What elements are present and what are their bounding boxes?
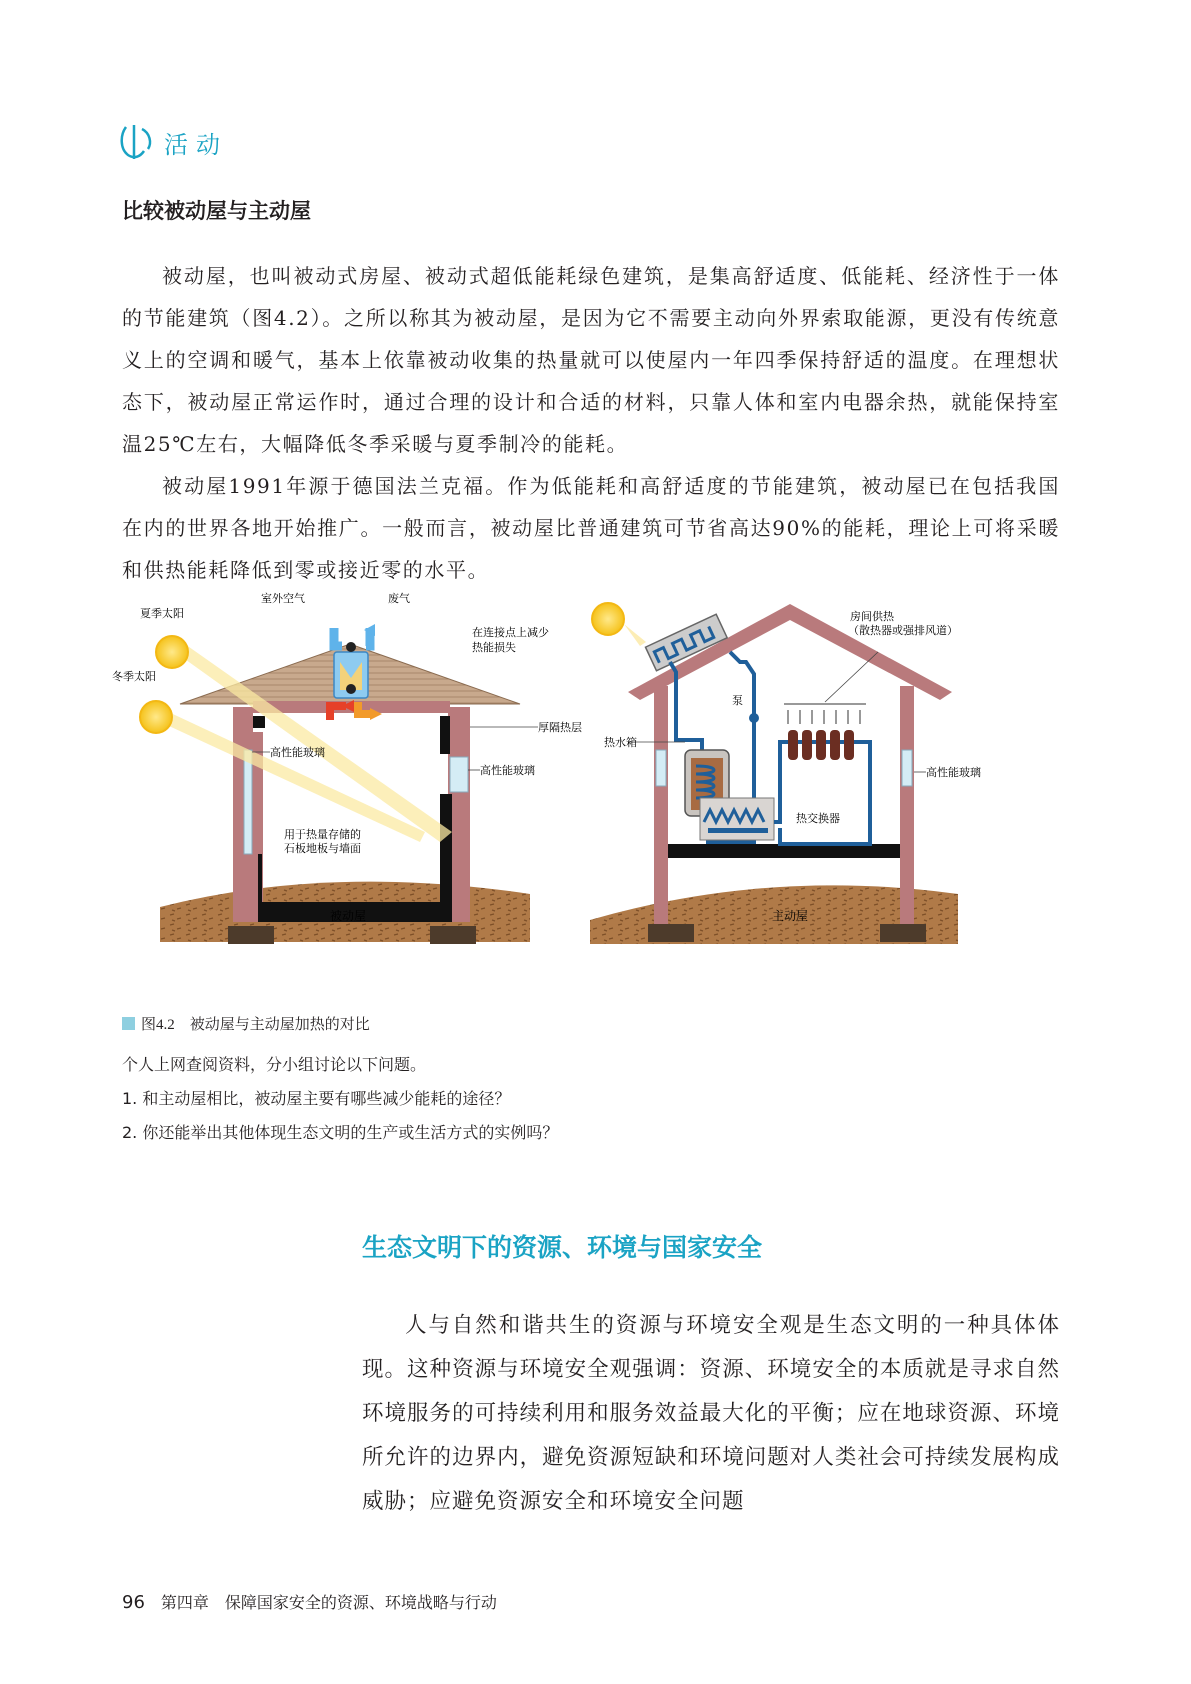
label-outdoor-air: 室外空气 xyxy=(261,593,305,605)
active-house-diagram xyxy=(590,603,981,944)
label-active-glass: 高性能玻璃 xyxy=(926,767,981,779)
label-joint-loss-2: 热能损失 xyxy=(472,642,516,654)
question-2: 2. 你还能举出其他体现生态文明的生产或生活方式的实例吗？ xyxy=(122,1123,559,1142)
page-number: 96 xyxy=(122,1592,145,1613)
label-summer-sun: 夏季太阳 xyxy=(140,608,184,620)
page-footer xyxy=(122,1590,497,1613)
caption-marker xyxy=(122,1017,135,1030)
figure-passive-vs-active-house xyxy=(112,593,1060,1012)
figure-caption xyxy=(122,1013,370,1034)
passive-left-glass xyxy=(244,750,252,854)
paragraph-1: 被动屋，也叫被动式房屋、被动式超低能耗绿色建筑，是集高舒适度、低能耗、经济性于一体的节能建筑（图4.2）。之所以称其为被动屋，是因为它不需要主动向外界索取能源，更没有传统意义上的空调和暖气，基本上依靠被动收集的热量就可以使屋内一年四季保持舒适的温度。在理想状态下，被动屋正常运作时，通过合理的设计和合适的材料，只靠人体和室内电器余热，就能保持室温25℃左右，大幅降低冬季采暖与夏季制冷的能耗。 xyxy=(122,264,1060,456)
label-winter-sun: 冬季太阳 xyxy=(112,671,156,683)
radiator xyxy=(784,704,866,760)
label-pump: 泵 xyxy=(732,695,743,707)
label-thick-insulation: 厚隔热层 xyxy=(538,722,582,734)
label-water-tank: 热水箱 xyxy=(604,737,637,749)
label-glass-right: 高性能玻璃 xyxy=(480,765,535,777)
label-storage-2: 石板地板与墙面 xyxy=(284,843,361,855)
label-room-heating-2: （散热器或强排风道） xyxy=(848,625,958,637)
winter-sun-icon xyxy=(140,701,172,733)
pump-icon xyxy=(749,713,759,723)
label-exhaust: 废气 xyxy=(388,593,410,605)
activity-label: 活动 xyxy=(164,130,228,159)
caption-passive: 被动屋 xyxy=(330,909,367,923)
passive-house-diagram xyxy=(112,591,582,944)
activity-subtitle: 比较被动屋与主动屋 xyxy=(122,198,311,223)
questions-intro: 个人上网查阅资料，分小组讨论以下问题。 xyxy=(122,1055,427,1074)
summer-sun-icon xyxy=(156,636,188,668)
passive-right-glass xyxy=(450,757,468,792)
question-1: 1. 和主动屋相比，被动屋主要有哪些减少能耗的途径？ xyxy=(122,1089,511,1108)
section-paragraph: 人与自然和谐共生的资源与环境安全观是生态文明的一种具体体现。这种资源与环境安全观强调：资源、环境安全的本质就是寻求自然环境服务的可持续利用和服务效益最大化的平衡；应在地球资源、环境所允许的边界内，避免资源短缺和环境问题对人类社会可持续发展构成威胁；应避免资源安全和环境安全问题 xyxy=(362,1313,1060,1514)
label-joint-loss-1: 在连接点上减少 xyxy=(472,627,549,639)
section-text xyxy=(362,1304,1060,1524)
label-room-heating-1: 房间供热 xyxy=(850,611,894,623)
active-glass xyxy=(902,750,912,786)
intro-text xyxy=(122,255,1060,591)
chapter-title: 第四章 保障国家安全的资源、环境战略与行动 xyxy=(160,1593,497,1612)
activity-logo-icon xyxy=(118,121,156,163)
label-glass-left: 高性能玻璃 xyxy=(270,747,325,759)
label-storage-1: 用于热量存储的 xyxy=(284,829,361,841)
activity-header xyxy=(118,118,228,166)
label-heat-exchanger: 热交换器 xyxy=(796,813,840,825)
paragraph-2: 被动屋1991年源于德国法兰克福。作为低能耗和高舒适度的节能建筑，被动屋已在包括我国在内的世界各地开始推广。一般而言，被动屋比普通建筑可节省高达90%的能耗，理论上可将采暖和供热能耗降低到零或接近零的水平。 xyxy=(122,474,1060,582)
section-title: 生态文明下的资源、环境与国家安全 xyxy=(362,1233,763,1262)
figure-caption-text: 图4.2 被动屋与主动屋加热的对比 xyxy=(141,1017,370,1033)
caption-active: 主动屋 xyxy=(772,909,809,923)
active-sun-icon xyxy=(592,603,624,635)
